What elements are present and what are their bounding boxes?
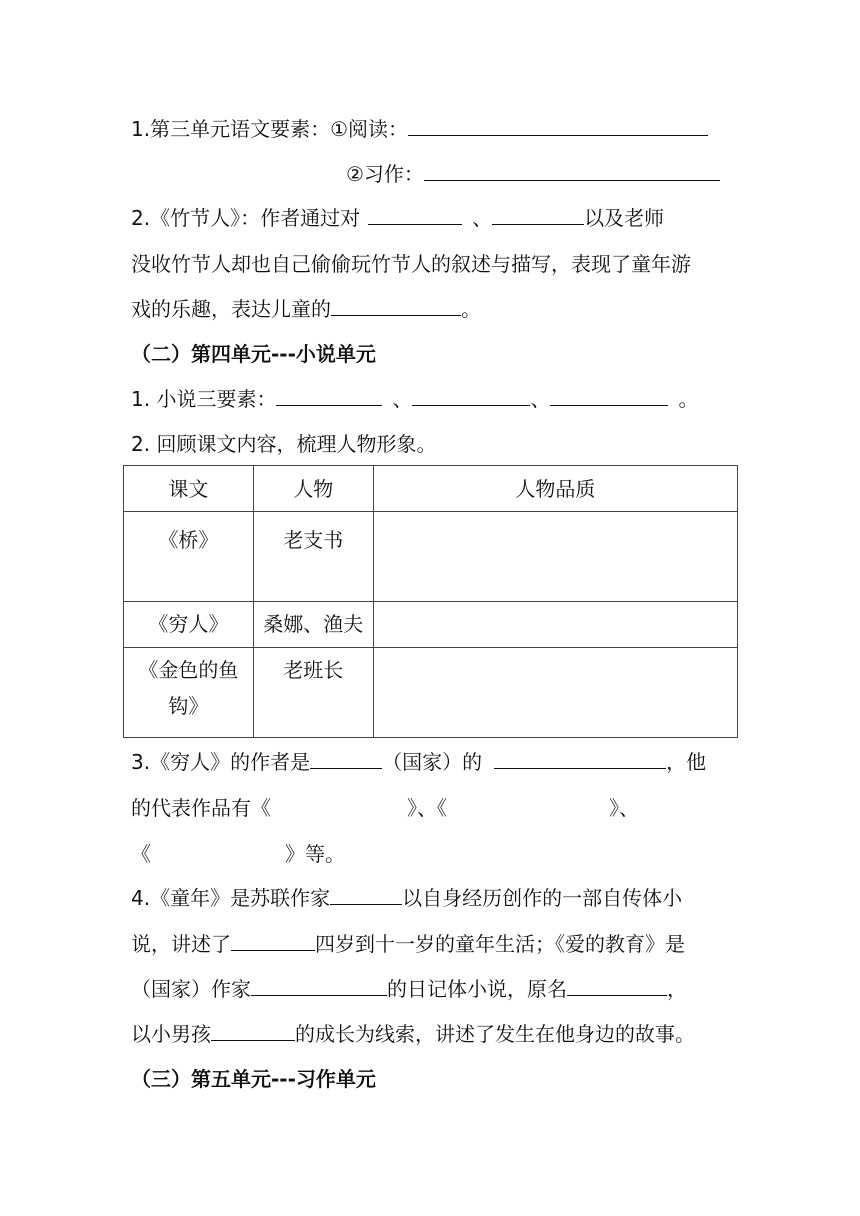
- item2-text-b: 以及老师: [584, 206, 665, 230]
- header-quality: 人物品质: [373, 466, 737, 512]
- row-text: 《穷人》: [124, 602, 254, 648]
- q4-line4-b: 的成长为线索，讲述了发生在他身边的故事。: [295, 1022, 695, 1046]
- q4-line4-a: 以小男孩: [131, 1022, 211, 1046]
- q4-line4: [131, 1020, 695, 1048]
- q3-line2-a: 的代表作品有《: [131, 796, 271, 820]
- q4-line3: [131, 975, 687, 1003]
- q1-blank-3[interactable]: [550, 385, 668, 406]
- row-text-line1: 《金色的鱼: [138, 658, 239, 682]
- unit4-heading: （二）第四单元---小说单元: [131, 342, 376, 366]
- q1-sep-1: 、: [392, 387, 413, 411]
- q4-line2: [131, 930, 685, 958]
- item1-line: [131, 115, 708, 143]
- table-header-row: [124, 466, 738, 512]
- item2-line1: [131, 204, 664, 232]
- q4-line2-b: 四岁到十一岁的童年生活；《爱的教育》是: [315, 932, 685, 956]
- q3-blank-1[interactable]: [310, 748, 382, 769]
- q3-line3-a: 《: [131, 842, 151, 866]
- q1-text: 1. 小说三要素：: [131, 387, 277, 411]
- reading-blank[interactable]: [408, 115, 708, 136]
- q4-line2-a: 说，讲述了: [131, 932, 231, 956]
- q3-line1: [131, 748, 706, 776]
- item1-prefix: 1.第三单元语文要素：①阅读：: [131, 117, 409, 141]
- header-person: 人物: [253, 466, 373, 512]
- item2-text-a: 2.《竹节人》：作者通过对: [131, 206, 361, 230]
- q3-line3-b: 》等。: [285, 842, 345, 866]
- item2-blank-1[interactable]: [368, 204, 462, 225]
- item2-text-line3: 戏的乐趣，表达儿童的: [131, 297, 331, 321]
- q1-sep-2: 、: [530, 387, 551, 411]
- q3-line2-c: 》、: [609, 796, 639, 820]
- row-text: 《桥》: [124, 512, 254, 602]
- table-row: [124, 648, 738, 738]
- item2-sep: 、: [472, 206, 493, 230]
- q4-line3-c: ，: [667, 977, 687, 1001]
- unit5-heading: （三）第五单元---习作单元: [131, 1067, 376, 1091]
- q4-line1: [131, 884, 682, 912]
- item2-line3: [131, 295, 481, 323]
- row-person: 桑娜、渔夫: [253, 602, 373, 648]
- q3-line3: [131, 840, 345, 868]
- item1-sub-line: [346, 160, 720, 188]
- q1-blank-2[interactable]: [412, 385, 530, 406]
- table-row: [124, 602, 738, 648]
- q1-line: [131, 385, 698, 413]
- character-table: [123, 465, 738, 738]
- q4-text-b: 以自身经历创作的一部自传体小: [402, 886, 683, 910]
- item2-blank-2[interactable]: [492, 204, 584, 225]
- q4-blank-4[interactable]: [567, 975, 667, 996]
- writing-blank[interactable]: [424, 160, 720, 181]
- q3-text-b: （国家）的: [382, 750, 483, 774]
- q3-blank-2[interactable]: [494, 748, 666, 769]
- row-quality[interactable]: [373, 648, 737, 738]
- q1-blank-1[interactable]: [276, 385, 382, 406]
- q4-blank-2[interactable]: [231, 930, 315, 951]
- row-person: 老班长: [253, 648, 373, 738]
- q4-blank-5[interactable]: [211, 1020, 295, 1041]
- row-quality[interactable]: [373, 512, 737, 602]
- q2-line: 2. 回顾课文内容，梳理人物形象。: [131, 432, 437, 456]
- q4-blank-3[interactable]: [251, 975, 387, 996]
- q3-line2: [131, 794, 639, 822]
- q4-line3-b: 的日记体小说，原名: [387, 977, 567, 1001]
- q4-text-a: 4.《童年》是苏联作家: [131, 886, 331, 910]
- q4-blank-1[interactable]: [330, 884, 402, 905]
- item1-sub: ②习作：: [346, 162, 424, 186]
- q4-line3-a: （国家）作家: [131, 977, 251, 1001]
- row-text-line2: 钩》: [168, 694, 209, 718]
- item2-end: 。: [461, 297, 481, 321]
- row-person: 老支书: [253, 512, 373, 602]
- item2-line2: [131, 250, 691, 278]
- q1-end: 。: [678, 387, 699, 411]
- row-text: [124, 648, 254, 738]
- table-row: [124, 512, 738, 602]
- item2-blank-3[interactable]: [331, 295, 461, 316]
- item2-text-line2: 没收竹节人却也自己偷偷玩竹节人的叙述与描写，表现了童年游: [131, 252, 691, 276]
- row-quality[interactable]: [373, 602, 737, 648]
- q3-line2-b: 》、《: [407, 796, 447, 820]
- header-text: 课文: [124, 466, 254, 512]
- q3-text-a: 3.《穷人》的作者是: [131, 750, 311, 774]
- q3-text-c: ，他: [666, 750, 707, 774]
